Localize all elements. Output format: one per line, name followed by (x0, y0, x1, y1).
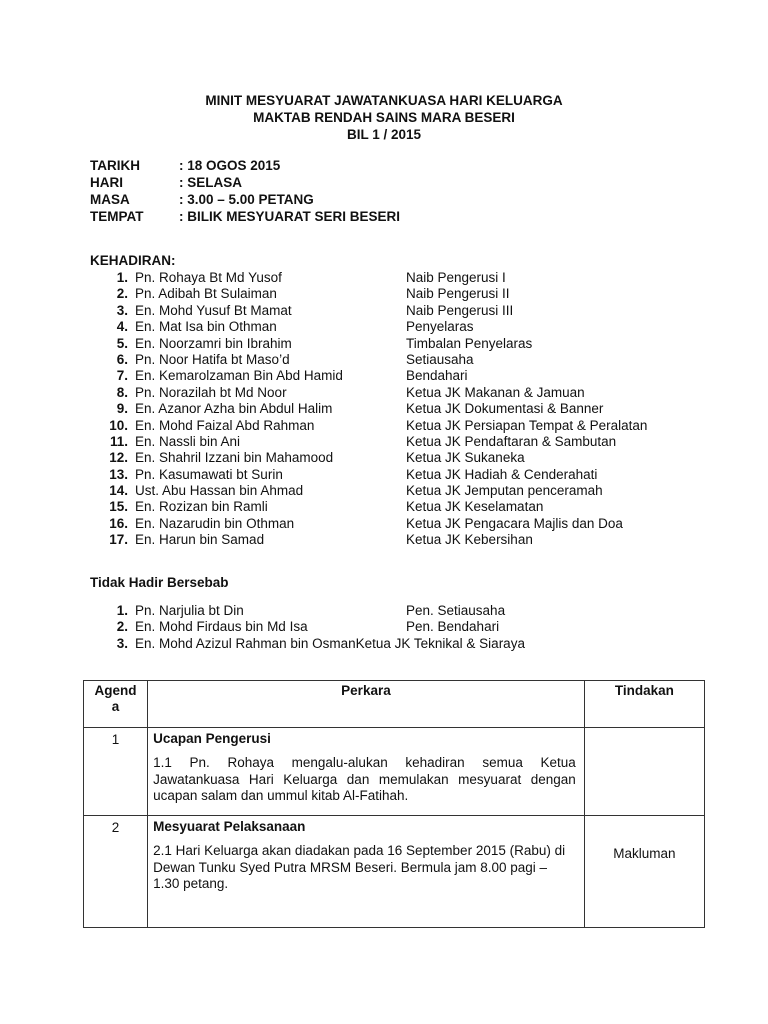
item-number: 5. (116, 335, 128, 351)
member-role: Ketua JK Pendaftaran & Sambutan (406, 433, 617, 449)
item-number: 2. (116, 619, 128, 635)
member-role: Timbalan Penyelaras (406, 335, 533, 351)
item-number: 6. (116, 351, 128, 367)
member-name: En. Noorzamri bin Ibrahim (135, 335, 292, 351)
member-role: Ketua JK Makanan & Jamuan (406, 384, 585, 400)
member-role: Pen. Bendahari (406, 619, 500, 635)
item-number: 9. (116, 401, 128, 417)
meta-row-date (90, 158, 400, 175)
item-number: 12. (109, 450, 128, 466)
member-name: Ust. Abu Hassan bin Ahmad (135, 483, 304, 499)
meta-key: TARIKH (90, 158, 140, 173)
item-number: 4. (116, 319, 128, 335)
meta-value: : SELASA (179, 175, 243, 190)
item-number: 14. (109, 483, 128, 499)
meta-key: HARI (90, 175, 123, 190)
meta-row-day (90, 175, 400, 192)
document-title (0, 93, 768, 144)
agenda-number: 1 (84, 728, 148, 816)
item-number: 17. (109, 532, 128, 548)
meta-value: : 3.00 – 5.00 PETANG (179, 192, 314, 207)
member-role: Bendahari (406, 368, 468, 384)
title-line-2: MAKTAB RENDAH SAINS MARA BESERI (253, 110, 515, 125)
agenda-content (148, 728, 585, 816)
header-tindakan: Tindakan (584, 681, 704, 728)
meta-value: : BILIK MESYUARAT SERI BESERI (179, 209, 401, 224)
member-role: Ketua JK Persiapan Tempat & Peralatan (406, 417, 648, 433)
member-role: Penyelaras (406, 319, 474, 335)
attendance-heading: KEHADIRAN: (90, 253, 176, 268)
title-line-1: MINIT MESYUARAT JAWATANKUASA HARI KELUARGA (205, 93, 563, 108)
member-name: En. Mohd Yusuf Bt Mamat (135, 302, 292, 318)
item-number: 15. (109, 499, 128, 515)
header-agenda: Agend a (84, 681, 148, 728)
agenda-text: 1.1 Pn. Rohaya mengalu-alukan kehadiran semua Ketua Jawatankuasa Hari Keluarga dan memulakan mesyuarat dengan ucapan salam dan ummul kitab Al-Fatihah. (153, 755, 576, 804)
member-name-text: En. Mohd Azizul Rahman bin Osman (135, 635, 356, 651)
table-header-row (84, 681, 705, 728)
agenda-title: Mesyuarat Pelaksanaan (153, 819, 306, 834)
member-name: En. Kemarolzaman Bin Abd Hamid (135, 368, 343, 384)
meta-row-venue (90, 209, 400, 226)
member-name: Pn. Narjulia bt Din (135, 603, 244, 618)
member-name: Pn. Kasumawati bt Surin (135, 466, 283, 482)
member-name: En. Nassli bin Ani (135, 433, 241, 449)
item-number: 3. (116, 302, 128, 318)
member-name: En. Harun bin Samad (135, 532, 265, 548)
agenda-action: Makluman (584, 816, 704, 928)
member-role: Ketua JK Teknikal & Siaraya (355, 635, 525, 651)
item-number: 16. (109, 515, 128, 531)
item-number: 1. (116, 603, 128, 618)
member-name: Pn. Norazilah bt Md Noor (135, 384, 287, 400)
agenda-text: 2.1 Hari Keluarga akan diadakan pada 16 September 2015 (Rabu) di Dewan Tunku Syed Putra MRSM Beseri. Bermula jam 8.00 pagi – 1.30 petang. (153, 843, 566, 892)
member-role: Ketua JK Keselamatan (406, 499, 544, 515)
member-role: Ketua JK Sukaneka (406, 450, 525, 466)
member-name: En. Mat Isa bin Othman (135, 319, 277, 335)
item-number: 11. (109, 433, 128, 449)
member-role: Naib Pengerusi II (406, 286, 510, 302)
member-name: En. Azanor Azha bin Abdul Halim (135, 401, 333, 417)
agenda-number: 2 (84, 816, 148, 928)
member-role: Ketua JK Pengacara Majlis dan Doa (406, 515, 623, 531)
member-role: Ketua JK Hadiah & Cenderahati (406, 466, 598, 482)
member-role: Ketua JK Dokumentasi & Banner (406, 401, 604, 417)
member-role: Ketua JK Kebersihan (406, 532, 533, 548)
member-name: Pn. Noor Hatifa bt Maso’d (135, 351, 290, 367)
member-name: En. Nazarudin bin Othman (135, 515, 295, 531)
item-number: 13. (109, 466, 128, 482)
member-name (135, 636, 525, 652)
member-name: En. Rozizan bin Ramli (135, 499, 268, 515)
member-role: Ketua JK Jemputan penceramah (406, 483, 603, 499)
meta-key: MASA (90, 192, 130, 207)
item-number: 3. (116, 635, 128, 651)
member-name: En. Mohd Faizal Abd Rahman (135, 417, 315, 433)
agenda-title: Ucapan Pengerusi (153, 731, 271, 746)
meeting-details (90, 158, 400, 226)
member-name: En. Shahril Izzani bin Mahamood (135, 450, 334, 466)
meta-key: TEMPAT (90, 209, 144, 224)
agenda-table (83, 680, 705, 928)
item-number: 7. (116, 368, 128, 384)
member-name: En. Mohd Firdaus bin Md Isa (135, 619, 308, 635)
table-row (84, 728, 705, 816)
item-number: 8. (116, 384, 128, 400)
agenda-content (148, 816, 585, 928)
item-number: 1. (116, 270, 128, 285)
item-number: 10. (109, 417, 128, 433)
member-name: Pn. Rohaya Bt Md Yusof (135, 270, 282, 285)
agenda-action (584, 728, 704, 816)
meta-value: : 18 OGOS 2015 (179, 158, 281, 173)
member-role: Naib Pengerusi I (406, 270, 506, 285)
member-name: Pn. Adibah Bt Sulaiman (135, 286, 277, 302)
table-row (84, 816, 705, 928)
absent-heading: Tidak Hadir Bersebab (90, 575, 229, 590)
meta-row-time (90, 192, 400, 209)
title-line-3: BIL 1 / 2015 (346, 127, 422, 142)
item-number: 2. (116, 286, 128, 302)
member-role: Naib Pengerusi III (406, 302, 514, 318)
member-role: Setiausaha (406, 351, 474, 367)
header-perkara: Perkara (148, 681, 585, 728)
member-role: Pen. Setiausaha (406, 603, 506, 618)
